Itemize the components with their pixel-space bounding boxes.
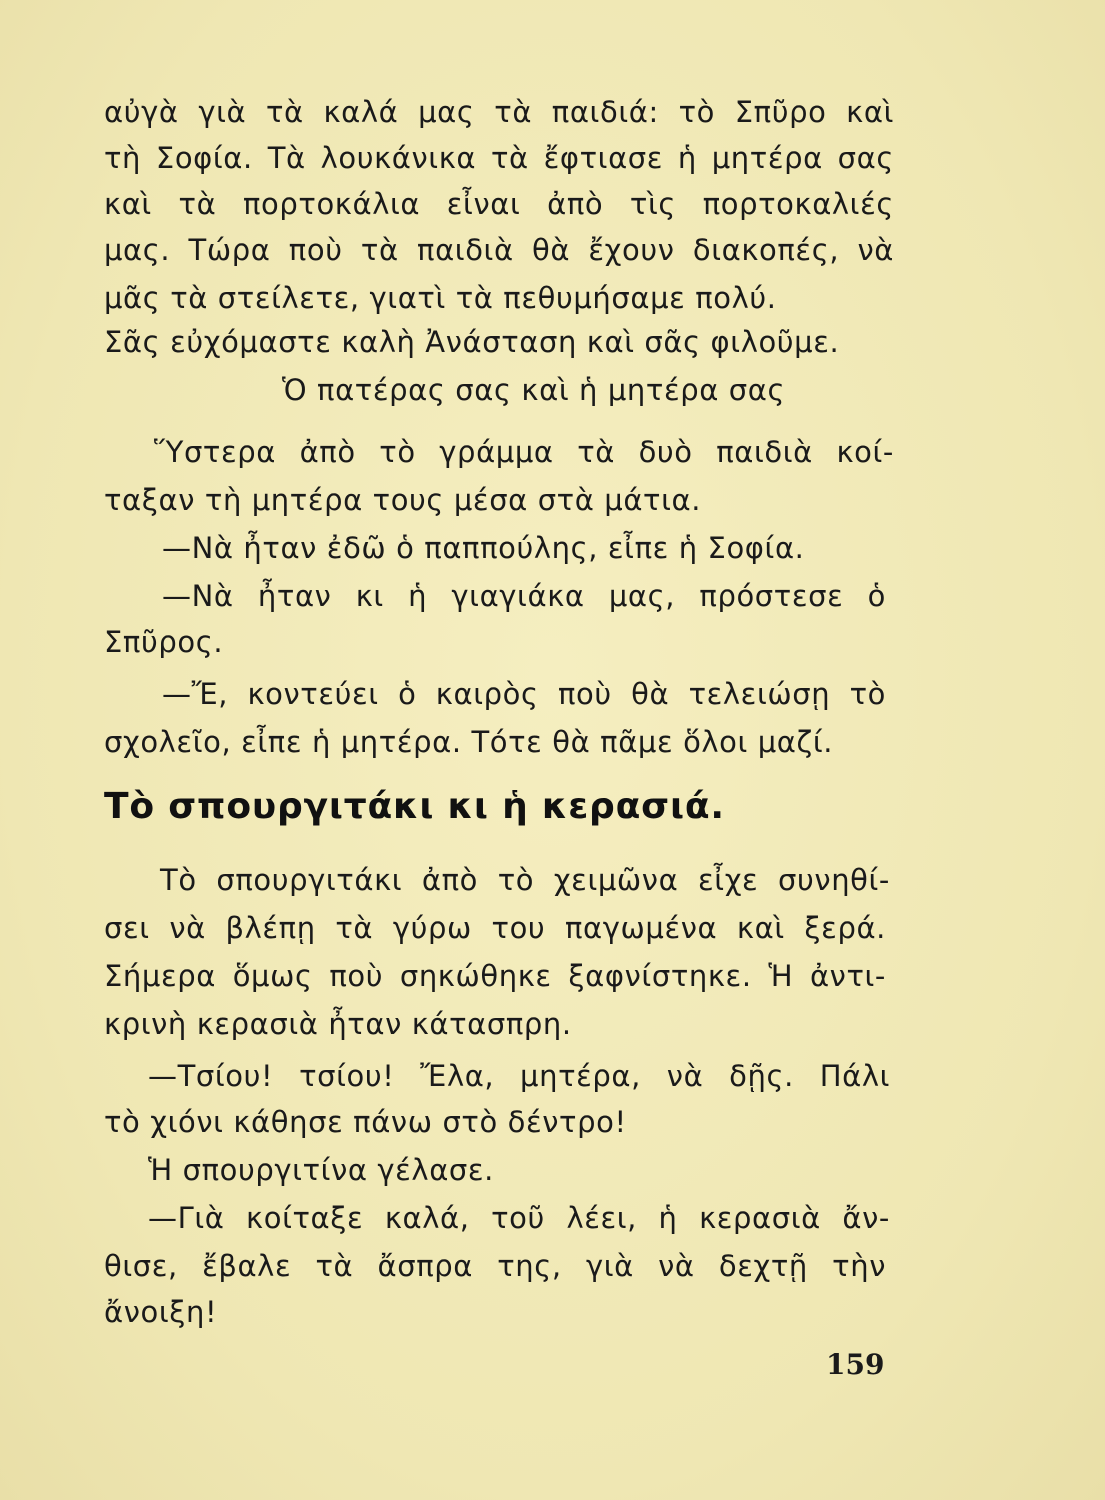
text-line: μᾶς τὰ στείλετε, γιατὶ τὰ πεθυμήσαμε πολύ.	[104, 281, 777, 315]
text-line: Σπῦρος.	[104, 625, 224, 659]
text-line: ταξαν τὴ μητέρα τους μέσα στὰ μάτια.	[104, 483, 702, 517]
text-line: Τὸ σπουργιτάκι ἀπὸ τὸ χειμῶνα εἶχε συνηθί-	[160, 863, 890, 897]
section-heading: Τὸ σπουργιτάκι κι ἡ κερασιά.	[104, 786, 725, 827]
text-line: σχολεῖο, εἶπε ἡ μητέρα. Τότε θὰ πᾶμε ὅλοι μαζί.	[104, 725, 834, 759]
dialogue-line: —Τσίου! τσίου! Ἔλα, μητέρα, νὰ δῇς. Πάλι	[148, 1059, 890, 1093]
text-line: κρινὴ κερασιὰ ἦταν κάτασπρη.	[104, 1007, 572, 1041]
text-line: καὶ τὰ πορτοκάλια εἶναι ἀπὸ τὶς πορτοκαλιές	[104, 187, 894, 221]
text-line: σει νὰ βλέπῃ τὰ γύρω του παγωμένα καὶ ξερά.	[104, 911, 886, 945]
text-line: τὸ χιόνι κάθησε πάνω στὸ δέντρο!	[104, 1105, 627, 1139]
dialogue-line: —Νὰ ἦταν κι ἡ γιαγιάκα μας, πρόστεσε ὁ	[162, 579, 886, 613]
text-line: Σᾶς εὐχόμαστε καλὴ Ἀνάσταση καὶ σᾶς φιλοῦμε.	[104, 325, 840, 359]
dialogue-line: —Ἔ, κοντεύει ὁ καιρὸς ποὺ θὰ τελειώσῃ τὸ	[162, 677, 886, 711]
dialogue-line: —Γιὰ κοίταξε καλά, τοῦ λέει, ἡ κερασιὰ ἄν-	[148, 1201, 890, 1235]
text-line: Σήμερα ὅμως ποὺ σηκώθηκε ξαφνίστηκε. Ἡ ἀντι-	[104, 959, 886, 993]
text-line: θισε, ἔβαλε τὰ ἄσπρα της, γιὰ νὰ δεχτῇ τὴν	[104, 1249, 886, 1283]
text-line: ἄνοιξη!	[104, 1295, 218, 1329]
text-line: μας. Τώρα ποὺ τὰ παιδιὰ θὰ ἔχουν διακοπές, νὰ	[104, 233, 894, 267]
text-line: Ἡ σπουργιτίνα γέλασε.	[148, 1153, 494, 1187]
text-line: τὴ Σοφία. Τὰ λουκάνικα τὰ ἔφτιασε ἡ μητέρα σας	[104, 141, 894, 175]
text-line: αὐγὰ γιὰ τὰ καλά μας τὰ παιδιά: τὸ Σπῦρο καὶ	[104, 95, 894, 129]
dialogue-line: —Νὰ ἦταν ἐδῶ ὁ παππούλης, εἶπε ἡ Σοφία.	[162, 531, 805, 565]
page-number: 159	[826, 1348, 885, 1381]
text-line: Ὕστερα ἀπὸ τὸ γράμμα τὰ δυὸ παιδιὰ κοί-	[154, 435, 894, 469]
letter-signature: Ὁ πατέρας σας καὶ ἡ μητέρα σας	[282, 373, 786, 407]
